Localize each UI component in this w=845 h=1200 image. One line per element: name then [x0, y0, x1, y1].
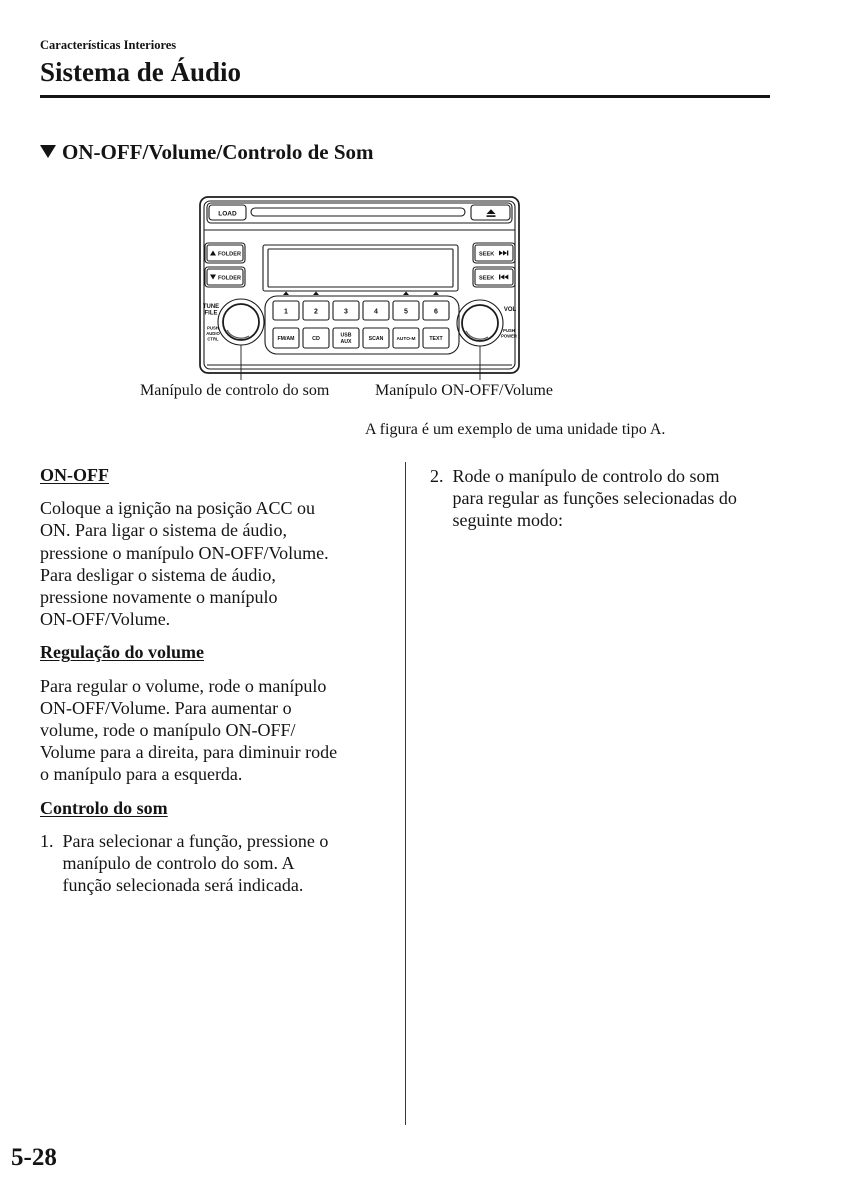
- on-off-heading: ON-OFF: [40, 465, 109, 485]
- step-number: 1.: [40, 830, 54, 851]
- step-text: [63, 830, 329, 897]
- step-item: [430, 465, 820, 532]
- column-divider: [405, 462, 406, 1125]
- folder-up-label: FOLDER: [218, 251, 241, 258]
- down-triangle-icon: [40, 145, 56, 158]
- preset-label: 1: [284, 308, 288, 316]
- volume-paragraph: [40, 675, 395, 786]
- right-column: [430, 465, 820, 532]
- auto-m-label: AUTO-M: [396, 337, 416, 342]
- text-line: volume, rode o manípulo ON-OFF/: [40, 720, 296, 741]
- text-line: pressione o manípulo ON-OFF/Volume.: [40, 542, 329, 563]
- page-number: 5-28: [11, 1144, 57, 1171]
- text-line: Rode o manípulo de controlo do som: [452, 466, 720, 486]
- usb-label: USB: [340, 332, 352, 339]
- text-line: ON-OFF/Volume.: [40, 609, 171, 630]
- subsection-title-text: ON-OFF/Volume/Controlo de Som: [62, 140, 374, 164]
- text-line: pressione novamente o manípulo: [40, 587, 278, 608]
- text-line: função selecionada será indicada.: [62, 875, 304, 896]
- on-off-paragraph: [40, 497, 395, 630]
- cd-label: CD: [312, 336, 320, 342]
- audio-label: AUDIO: [206, 331, 220, 336]
- text-line: o manípulo para a esquerda.: [40, 764, 243, 785]
- text-line: seguinte modo:: [452, 510, 563, 531]
- file-label: FILE: [204, 310, 218, 317]
- caption-power-volume-knob: Manípulo ON-OFF/Volume: [375, 382, 553, 399]
- left-column: [40, 464, 395, 896]
- page-title: Sistema de Áudio: [40, 57, 242, 87]
- text-line: manípulo de controlo do som. A: [62, 853, 295, 874]
- fm-am-label: FM/AM: [277, 336, 295, 342]
- preset-label: 3: [344, 308, 348, 316]
- preset-label: 6: [434, 308, 438, 316]
- figure-note: A figura é um exemplo de uma unidade tipo A.: [365, 421, 666, 438]
- text-line: Para desligar o sistema de áudio,: [40, 564, 276, 585]
- title-rule: [40, 95, 770, 98]
- volume-heading: Regulação do volume: [40, 642, 204, 663]
- scan-label: SCAN: [368, 336, 384, 342]
- folder-down-label: FOLDER: [218, 275, 241, 282]
- text-line: para regular as funções selecionadas do: [452, 488, 737, 509]
- tune-label: TUNE: [202, 304, 220, 310]
- aux-label: AUX: [340, 339, 352, 345]
- chapter-section-label: Características Interiores: [40, 38, 177, 52]
- audio-unit-figure: [195, 190, 525, 382]
- seek-down-label: SEEK: [479, 275, 495, 282]
- preset-label: 2: [314, 308, 318, 316]
- text-line: ON. Para ligar o sistema de áudio,: [40, 520, 287, 541]
- sound-control-knob: [223, 304, 259, 340]
- step-text: [453, 465, 737, 532]
- ctrl-label: CTRL: [207, 336, 219, 342]
- subsection-title: [40, 138, 374, 166]
- text-line: Volume para a direita, para diminuir rode: [40, 742, 338, 763]
- push-label: PUSH: [207, 325, 219, 331]
- seek-up-label: SEEK: [479, 251, 495, 258]
- preset-label: 4: [374, 308, 378, 316]
- text-line: Para selecionar a função, pressione o: [62, 830, 329, 851]
- text-label: TEXT: [429, 336, 443, 342]
- text-line: Para regular o volume, rode o manípulo: [40, 675, 327, 696]
- text-line: Coloque a ignição na posição ACC ou: [40, 498, 315, 519]
- step-number: 2.: [430, 466, 444, 486]
- load-button-label: LOAD: [218, 210, 237, 218]
- sound-control-heading: Controlo do som: [40, 797, 168, 818]
- power-label: POWER: [501, 333, 517, 339]
- preset-label: 5: [404, 308, 408, 316]
- power-volume-knob: [462, 305, 498, 341]
- text-line: ON-OFF/Volume. Para aumentar o: [40, 697, 292, 718]
- caption-sound-control-knob: Manípulo de controlo do som: [140, 382, 330, 399]
- push-label: PUSH: [503, 328, 515, 333]
- vol-label: VOL: [503, 307, 517, 313]
- step-item: [40, 830, 395, 897]
